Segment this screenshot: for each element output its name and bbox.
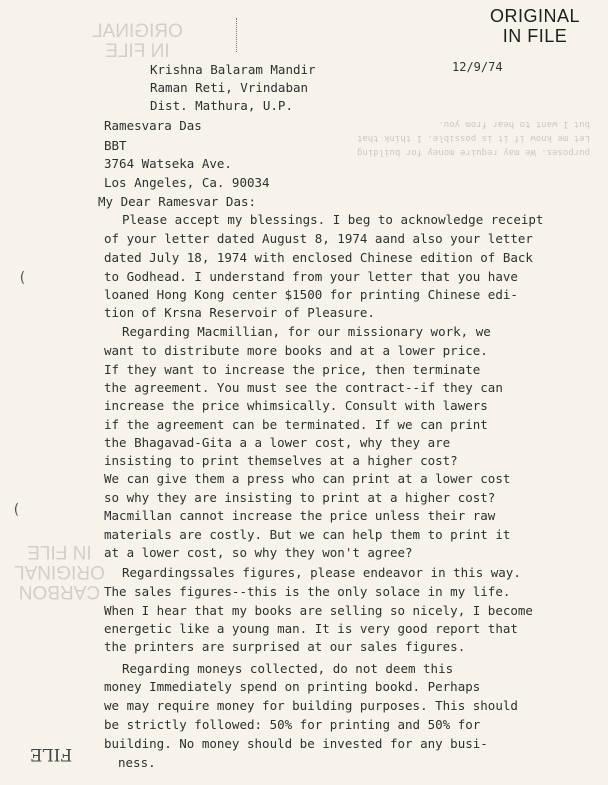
margin-parenthesis-mark: ( <box>18 270 27 286</box>
body-line: Please accept my blessings. I beg to acknowledge receipt <box>122 212 544 227</box>
body-line: the printers are surprised at our sales figures. <box>104 639 466 654</box>
body-line: we may require money for building purposes. This should <box>104 698 518 713</box>
return-address-line: Dist. Mathura, U.P. <box>150 98 293 113</box>
ghost-stamp-line: ORIGINAL <box>14 561 105 582</box>
body-line: When I hear that my books are selling so nicely, I become <box>104 603 533 618</box>
body-line: building. No money should be invested for any busi- <box>104 736 488 751</box>
body-line: The sales figures--this is the only solace in my life. <box>104 584 511 599</box>
ghost-stamp-line: IN FILE <box>27 541 92 562</box>
pen-mark <box>236 18 239 52</box>
body-line: We can give them a press who can print at a lower cost <box>104 471 511 486</box>
ghost-stamp-line: ORIGINAL <box>92 21 183 42</box>
original-in-file-stamp <box>490 6 580 46</box>
letter-date: 12/9/74 <box>452 60 503 74</box>
return-address-line: Raman Reti, Vrindaban <box>150 80 309 95</box>
recipient-line: 3764 Watseka Ave. <box>104 156 232 171</box>
body-line: of your letter dated August 8, 1974 aand also your letter <box>104 231 533 246</box>
return-address-line: Krishna Balaram Mandir <box>150 62 316 77</box>
body-line: dated July 18, 1974 with enclosed Chinese edition of Back <box>104 250 533 265</box>
body-line: at a lower cost, so why they won't agree? <box>104 545 413 560</box>
salutation: My Dear Ramesvar Das: <box>98 194 257 209</box>
bleed-through-text <box>350 117 590 159</box>
body-line: Regarding moneys collected, do not deem this <box>122 661 454 676</box>
body-line: if the agreement can be terminated. If we can print <box>104 417 488 432</box>
ghost-stamp-line: IN FILE <box>105 41 170 62</box>
stamp-line-1: ORIGINAL <box>489 6 580 26</box>
body-line: Macmillan cannot increase the price unless their raw <box>104 508 496 523</box>
body-line: materials are costly. But we can help them to print it <box>104 527 511 542</box>
body-line: increase the price whimsically. Consult with lawers <box>104 398 488 413</box>
body-line: loaned Hong Kong center $1500 for printing Chinese edi- <box>104 287 518 302</box>
margin-parenthesis-mark: ( <box>12 502 21 518</box>
file-stamp-reversed: FILE <box>30 744 73 764</box>
body-line: the agreement. You must see the contract--if they can <box>104 380 503 395</box>
body-line: ness. <box>118 755 156 770</box>
stamp-line-2: IN FILE <box>502 26 568 46</box>
bleed-through-carbon-stamp <box>14 541 105 601</box>
bleed-through-stamp <box>92 22 183 62</box>
body-line: Regarding Macmillian, for our missionary work, we <box>122 324 491 339</box>
body-line: to Godhead. I understand from your letter that you have <box>104 269 518 284</box>
body-line: insisting to print themselves at a higher cost? <box>104 453 458 468</box>
ghost-stamp-line: CARBON <box>18 581 101 602</box>
body-line: If they want to increase the price, then terminate <box>104 362 481 377</box>
recipient-line: Ramesvara Das <box>104 118 202 133</box>
body-line: Regardingssales figures, please endeavor in this way. <box>122 565 521 580</box>
body-line: so why they are insisting to print at a higher cost? <box>104 490 496 505</box>
body-line: money Immediately spend on printing bookd. Perhaps <box>104 679 481 694</box>
recipient-line: BBT <box>104 138 127 153</box>
body-line: energetic like a young man. It is very good report that <box>104 621 518 636</box>
bleed-line: purposes. We may require money for building <box>357 147 590 157</box>
body-line: the Bhagavad-Gita a a lower cost, why they are <box>104 435 451 450</box>
body-line: tion of Krsna Reservoir of Pleasure. <box>104 305 375 320</box>
body-line: want to distribute more books and at a lower price. <box>104 343 488 358</box>
recipient-line: Los Angeles, Ca. 90034 <box>104 175 270 190</box>
bleed-line: but I want to hear from you. <box>438 119 590 129</box>
body-line: be strictly followed: 50% for printing and 50% for <box>104 717 481 732</box>
bleed-line: Let me know if it is possible. I think that <box>357 133 590 143</box>
